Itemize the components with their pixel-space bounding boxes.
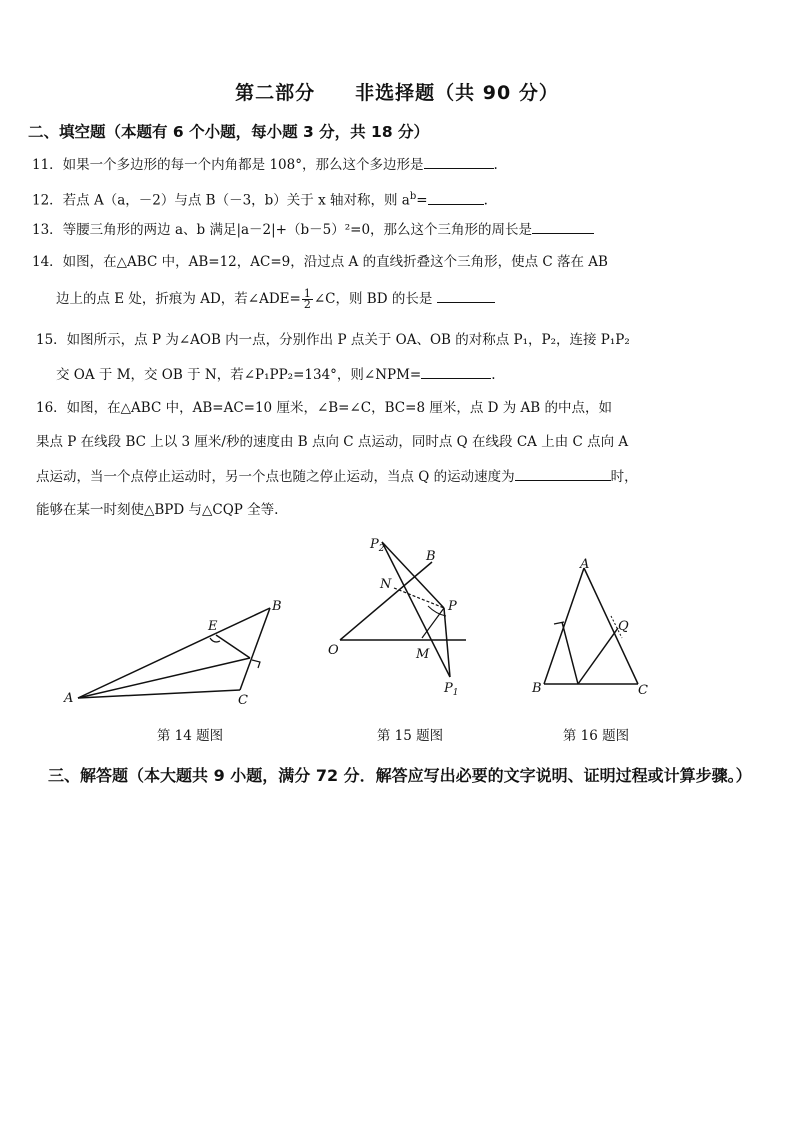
question-16-line3: 点运动，当一个点停止运动时，另一个点也随之停止运动，当点 Q 的运动速度为 时， bbox=[36, 466, 638, 487]
fig16-label-B: B bbox=[532, 681, 542, 696]
fig14-label-A: A bbox=[64, 691, 74, 706]
section3-heading: 三、解答题（本大题共 9 小题，满分 72 分．解答应写出必要的文字说明、证明过程或计算步骤。） bbox=[48, 766, 752, 785]
question-11: 11．如果一个多边形的每一个内角都是 108°，那么这个多边形是 . bbox=[32, 154, 498, 175]
question-13: 13．等腰三角形的两边 a、b 满足|a－2|+（b－5）²=0，那么这个三角形的周长是 bbox=[32, 219, 594, 240]
answer-blank-14[interactable] bbox=[437, 288, 495, 303]
answer-blank-15[interactable] bbox=[421, 364, 491, 379]
answer-blank-12[interactable] bbox=[428, 190, 484, 205]
question-15-line1: 15．如图所示，点 P 为∠AOB 内一点，分别作出 P 点关于 OA、OB 的对称点 P₁，P₂，连接 P₁P₂ bbox=[36, 332, 630, 348]
fig15-label-P1: $P_1$ bbox=[444, 681, 459, 698]
fig15-label-P: P bbox=[448, 599, 457, 614]
figure-16-diagram bbox=[526, 556, 666, 706]
fig15-label-M: M bbox=[416, 647, 430, 662]
fig14-label-B: B bbox=[272, 599, 282, 614]
figure-14-diagram bbox=[60, 590, 290, 710]
section2-heading: 二、填空题（本题有 6 个小题，每小题 3 分，共 18 分） bbox=[28, 123, 430, 141]
answer-blank-11[interactable] bbox=[424, 154, 494, 169]
fig15-label-B: B bbox=[426, 549, 436, 564]
question-16-line1: 16．如图，在△ABC 中，AB=AC=10 厘米，∠B=∠C，BC=8 厘米，点 D 为 AB 的中点，如 bbox=[36, 400, 612, 416]
answer-blank-16[interactable] bbox=[515, 466, 611, 481]
question-16-line4: 能够在某一时刻使△BPD 与△CQP 全等. bbox=[36, 502, 279, 518]
part-subtitle: 非选择题（共 90 分） bbox=[355, 82, 559, 104]
part-label: 第二部分 bbox=[235, 82, 316, 104]
fig15-label-P2: $P_2$ bbox=[370, 537, 385, 554]
part-title bbox=[0, 78, 794, 105]
figure-15-diagram bbox=[320, 532, 480, 702]
figure-14-caption: 第 14 题图 bbox=[156, 728, 224, 744]
fig16-label-A: A bbox=[580, 557, 590, 572]
fig16-label-Q: Q bbox=[618, 619, 629, 634]
question-12: 12．若点 A（a，－2）与点 B（－3，b）关于 x 轴对称，则 $a^b=$ . bbox=[32, 191, 488, 209]
question-14-line1: 14．如图，在△ABC 中，AB=12，AC=9，沿过点 A 的直线折叠这个三角形，使点 C 落在 AB bbox=[32, 254, 608, 270]
question-16-line2: 果点 P 在线段 BC 上以 3 厘米/秒的速度由 B 点向 C 点运动，同时点 Q 在线段 CA 上由 C 点向 A bbox=[36, 434, 629, 450]
fraction-half: $\frac{1}{2}$ bbox=[303, 287, 311, 311]
figure-16-caption: 第 16 题图 bbox=[562, 728, 630, 744]
figure-15-caption: 第 15 题图 bbox=[376, 728, 444, 744]
fig14-label-C: C bbox=[238, 693, 248, 708]
answer-blank-13[interactable] bbox=[532, 219, 594, 234]
fig15-label-N: N bbox=[380, 577, 392, 592]
fig16-label-C: C bbox=[638, 683, 648, 698]
fig14-label-E: E bbox=[208, 619, 218, 634]
question-14-line2: 边上的点 E 处，折痕为 AD，若∠ADE= $\frac{1}{2}$ ∠C，则 BD 的长是 bbox=[56, 288, 495, 310]
question-15-line2: 交 OA 于 M，交 OB 于 N，若∠P₁PP₂=134°，则∠NPM= . bbox=[56, 364, 496, 385]
fig15-label-O: O bbox=[328, 643, 339, 658]
